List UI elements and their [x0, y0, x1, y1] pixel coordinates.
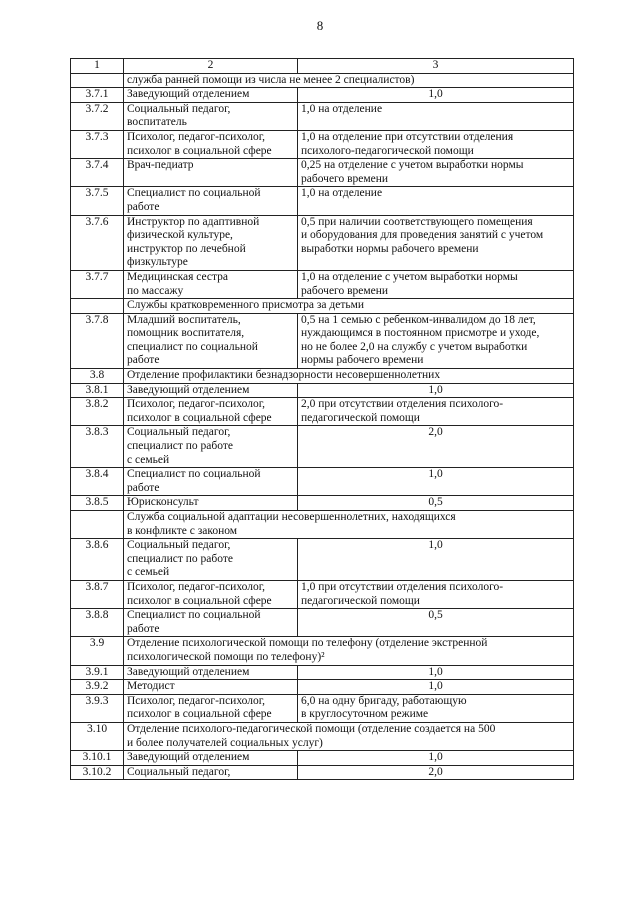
table-row	[71, 426, 574, 468]
staff-norm: 1,0 на отделение	[298, 102, 574, 130]
staff-norm: 2,0 при отсутствии отделения психолого- педагогической помощи	[298, 398, 574, 426]
row-number	[71, 299, 124, 314]
row-number: 3.7.2	[71, 102, 124, 130]
staff-norm: 1,0 на отделение	[298, 187, 574, 215]
section-row	[71, 637, 574, 665]
table-row	[71, 383, 574, 398]
staff-norm: 1,0	[298, 539, 574, 581]
section-row	[71, 722, 574, 750]
table-row	[71, 609, 574, 637]
section-title: Отделение психолого-педагогической помощи (отделение создается на 500 и более получателей социальных услуг)	[124, 722, 574, 750]
row-number: 3.8	[71, 369, 124, 384]
table-row	[71, 665, 574, 680]
position-name: Психолог, педагог-психолог, психолог в социальной сфере	[124, 398, 298, 426]
row-number: 3.8.6	[71, 539, 124, 581]
row-number: 3.8.3	[71, 426, 124, 468]
position-name: Специалист по социальной работе	[124, 609, 298, 637]
row-number: 3.8.1	[71, 383, 124, 398]
position-name: Юрисконсульт	[124, 496, 298, 511]
table-header-row	[71, 59, 574, 74]
position-name: Заведующий отделением	[124, 88, 298, 103]
row-number: 3.7.8	[71, 313, 124, 368]
table-row	[71, 765, 574, 780]
position-name: Социальный педагог,	[124, 765, 298, 780]
row-number	[71, 73, 124, 88]
page-number: 8	[316, 18, 324, 33]
section-row	[71, 299, 574, 314]
section-title: Службы кратковременного присмотра за детьми	[124, 299, 574, 314]
row-number: 3.7.7	[71, 270, 124, 298]
table-row	[71, 468, 574, 496]
row-number: 3.7.1	[71, 88, 124, 103]
section-title: Отделение психологической помощи по телефону (отделение экстренной психологической помощи по телефону)²	[124, 637, 574, 665]
table-row	[71, 751, 574, 766]
staff-norm: 0,5 на 1 семью с ребенком-инвалидом до 18 лет, нуждающимся в постоянном присмотре и уходе, но не более 2,0 на службу с учетом выработки нормы рабочего времени	[298, 313, 574, 368]
staff-norm: 1,0	[298, 88, 574, 103]
table-row	[71, 694, 574, 722]
table-row	[71, 88, 574, 103]
row-number: 3.10.2	[71, 765, 124, 780]
row-number: 3.9.3	[71, 694, 124, 722]
section-title: Отделение профилактики безнадзорности несовершеннолетних	[124, 369, 574, 384]
staff-norm: 1,0	[298, 680, 574, 695]
position-name: Методист	[124, 680, 298, 695]
table-row	[71, 313, 574, 368]
row-number: 3.7.5	[71, 187, 124, 215]
row-number: 3.8.5	[71, 496, 124, 511]
section-title: Служба социальной адаптации несовершеннолетних, находящихся в конфликте с законом	[124, 511, 574, 539]
position-name: Специалист по социальной работе	[124, 468, 298, 496]
staff-norm: 0,25 на отделение с учетом выработки нормы рабочего времени	[298, 159, 574, 187]
row-number: 3.10	[71, 722, 124, 750]
position-name: Врач-педиатр	[124, 159, 298, 187]
header-col-2: 2	[124, 59, 298, 74]
row-number: 3.8.4	[71, 468, 124, 496]
position-name: Заведующий отделением	[124, 751, 298, 766]
staff-norm: 1,0 на отделение при отсутствии отделения психолого-педагогической помощи	[298, 130, 574, 158]
staff-norm: 2,0	[298, 765, 574, 780]
position-name: Заведующий отделением	[124, 383, 298, 398]
staff-norm: 6,0 на одну бригаду, работающую в круглосуточном режиме	[298, 694, 574, 722]
staff-norm: 1,0 на отделение с учетом выработки нормы рабочего времени	[298, 270, 574, 298]
row-number: 3.9	[71, 637, 124, 665]
staffing-table	[70, 58, 574, 780]
staff-norm: 1,0	[298, 383, 574, 398]
staff-norm: 1,0	[298, 665, 574, 680]
row-number	[71, 511, 124, 539]
section-row	[71, 73, 574, 88]
table-row	[71, 539, 574, 581]
position-name: Инструктор по адаптивной физической культуре, инструктор по лечебной физкультуре	[124, 215, 298, 270]
staff-norm: 2,0	[298, 426, 574, 468]
staff-norm: 0,5 при наличии соответствующего помещения и оборудования для проведения занятий с учетом выработки нормы рабочего времени	[298, 215, 574, 270]
row-number: 3.8.7	[71, 580, 124, 608]
row-number: 3.7.4	[71, 159, 124, 187]
row-number: 3.9.1	[71, 665, 124, 680]
table-row	[71, 680, 574, 695]
position-name: Социальный педагог, специалист по работе с семьей	[124, 539, 298, 581]
position-name: Социальный педагог, воспитатель	[124, 102, 298, 130]
table-row	[71, 130, 574, 158]
section-row	[71, 369, 574, 384]
row-number: 3.7.6	[71, 215, 124, 270]
table-row	[71, 398, 574, 426]
position-name: Специалист по социальной работе	[124, 187, 298, 215]
row-number: 3.8.8	[71, 609, 124, 637]
staff-norm: 0,5	[298, 609, 574, 637]
table-row	[71, 102, 574, 130]
position-name: Медицинская сестра по массажу	[124, 270, 298, 298]
staff-norm: 1,0	[298, 751, 574, 766]
table-row	[71, 215, 574, 270]
section-title: служба ранней помощи из числа не менее 2 специалистов)	[124, 73, 574, 88]
position-name: Младший воспитатель, помощник воспитателя, специалист по социальной работе	[124, 313, 298, 368]
header-col-3: 3	[298, 59, 574, 74]
table-row	[71, 580, 574, 608]
table-row	[71, 187, 574, 215]
row-number: 3.8.2	[71, 398, 124, 426]
row-number: 3.10.1	[71, 751, 124, 766]
staff-norm: 0,5	[298, 496, 574, 511]
staff-norm: 1,0 при отсутствии отделения психолого- педагогической помощи	[298, 580, 574, 608]
table-row	[71, 270, 574, 298]
row-number: 3.9.2	[71, 680, 124, 695]
staff-norm: 1,0	[298, 468, 574, 496]
position-name: Психолог, педагог-психолог, психолог в социальной сфере	[124, 580, 298, 608]
row-number: 3.7.3	[71, 130, 124, 158]
section-row	[71, 511, 574, 539]
table-row	[71, 496, 574, 511]
position-name: Заведующий отделением	[124, 665, 298, 680]
position-name: Социальный педагог, специалист по работе с семьей	[124, 426, 298, 468]
header-col-1: 1	[71, 59, 124, 74]
position-name: Психолог, педагог-психолог, психолог в социальной сфере	[124, 130, 298, 158]
position-name: Психолог, педагог-психолог, психолог в социальной сфере	[124, 694, 298, 722]
table-row	[71, 159, 574, 187]
